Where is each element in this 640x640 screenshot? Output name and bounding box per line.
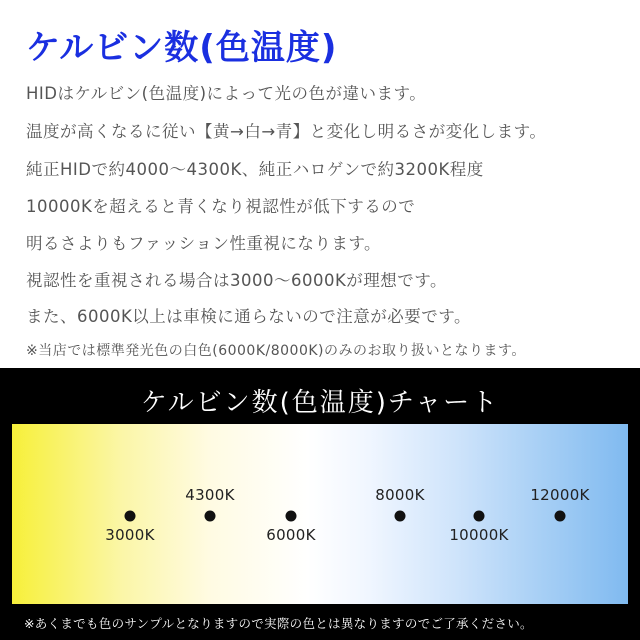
marker-dot — [474, 511, 485, 522]
marker-dot — [286, 511, 297, 522]
description-line: 視認性を重視される場合は3000〜6000Kが理想です。 — [26, 271, 447, 290]
chart-footnote: ※あくまでも色のサンプルとなりますので実際の色とは異なりますのでご了承ください。 — [24, 616, 533, 631]
chart-section — [0, 368, 640, 640]
store-note: ※当店では標準発光色の白色(6000K/8000K)のみのお取り扱いとなります。 — [26, 343, 526, 359]
marker-label: 10000K — [449, 526, 509, 544]
marker-label: 4300K — [185, 486, 235, 504]
description-line: 純正HIDで約4000〜4300K、純正ハロゲンで約3200K程度 — [26, 160, 484, 179]
marker-label: 12000K — [530, 486, 590, 504]
marker-dot — [395, 511, 406, 522]
color-temperature-gradient — [12, 424, 628, 604]
page-title: ケルビン数(色温度) — [26, 28, 338, 68]
marker-label: 6000K — [266, 526, 316, 544]
description-line: 明るさよりもファッション性重視になります。 — [26, 234, 382, 253]
description-line: 温度が高くなるに従い【黄→白→青】と変化し明るさが変化します。 — [26, 122, 547, 141]
chart-title: ケルビン数(色温度)チャート — [140, 388, 500, 418]
description-line: HIDはケルビン(色温度)によって光の色が違います。 — [26, 84, 427, 103]
marker-dot — [125, 511, 136, 522]
marker-label: 3000K — [105, 526, 155, 544]
marker-label: 8000K — [375, 486, 425, 504]
description-line: 10000Kを超えると青くなり視認性が低下するので — [26, 197, 416, 216]
marker-dot — [205, 511, 216, 522]
description-line: また、6000K以上は車検に通らないので注意が必要です。 — [26, 307, 471, 326]
marker-dot — [555, 511, 566, 522]
